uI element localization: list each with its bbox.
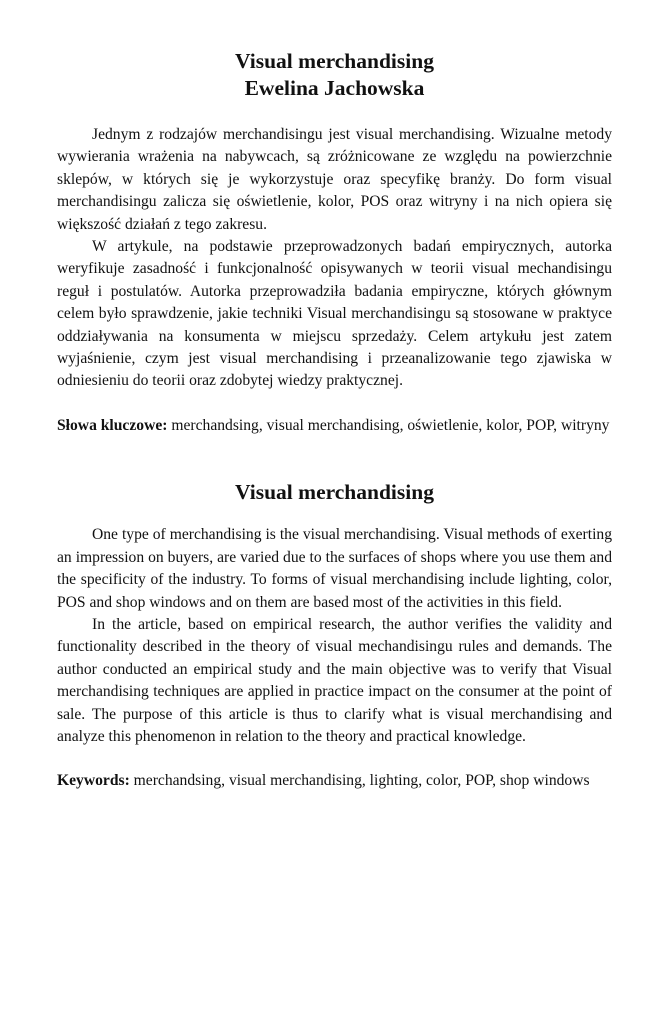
english-abstract-paragraph: One type of merchandising is the visual merchandising. Visual methods of exerting an impression on buyers, are varied due to the surfaces of shops where you use them and the specificity of the industry. To forms of visual merchandising include lighting, color, POS and shop windows and on them are based most of the activities in this field.: [57, 526, 612, 611]
english-abstract-paragraph: In the article, based on empirical research, the author verifies the validity and functionality described in the theory of visual mechandisingu rules and demands. The author conducted an empirical study and the main objective was to verify that Visual merchandising techniques are applied in practice impact on the consumer at the point of sale. The purpose of this article is thus to clarify what is visual merchandising and analyze this phenomenon in relation to the theory and practical knowledge.: [57, 615, 612, 745]
english-keywords: [57, 770, 612, 792]
polish-abstract-paragraph: W artykule, na podstawie przeprowadzonych badań empirycznych, autorka weryfikuje zasadność i funkcjonalność opisywanych w teorii visual mechandisingu reguł i postulatów. Autorka przeprowadziła badania empiryczne, których głównym celem było sprawdzenie, jakie techniki Visual merchandisingu są stosowane w praktyce oddziaływania na konsumenta w miejscu sprzedaży. Celem artykułu jest zatem wyjaśnienie, czym jest visual merchandising i przeanalizowanie tego zjawiska w odniesieniu do teorii oraz zdobytej wiedzy praktycznej.: [57, 238, 612, 390]
polish-title: Visual merchandising: [235, 49, 434, 73]
polish-abstract-paragraph: Jednym z rodzajów merchandisingu jest visual merchandising. Wizualne metody wywierania wrażenia na nabywcach, są zróżnicowane ze względu na powierzchnie sklepów, w których się je wykorzystuje oraz specyfikę branży. Do form visual merchandisingu zalicza się oświetlenie, kolor, POS oraz witryny i na nich opiera się większość działań z tego zakresu.: [57, 126, 612, 233]
polish-header: [57, 48, 612, 102]
polish-keywords-label: Słowa kluczowe:: [57, 416, 168, 434]
polish-keywords-list: merchandsing, visual merchandising, oświetlenie, kolor, POP, witryny: [171, 416, 610, 434]
english-keywords-list: merchandsing, visual merchandising, lighting, color, POP, shop windows: [133, 772, 590, 790]
polish-abstract: [57, 124, 612, 437]
english-abstract: [57, 524, 612, 792]
page: [57, 48, 612, 793]
english-title: Visual merchandising: [235, 480, 434, 505]
polish-keywords: [57, 415, 612, 437]
english-keywords-label: Keywords:: [57, 772, 130, 790]
author-name: Ewelina Jachowska: [244, 76, 425, 100]
